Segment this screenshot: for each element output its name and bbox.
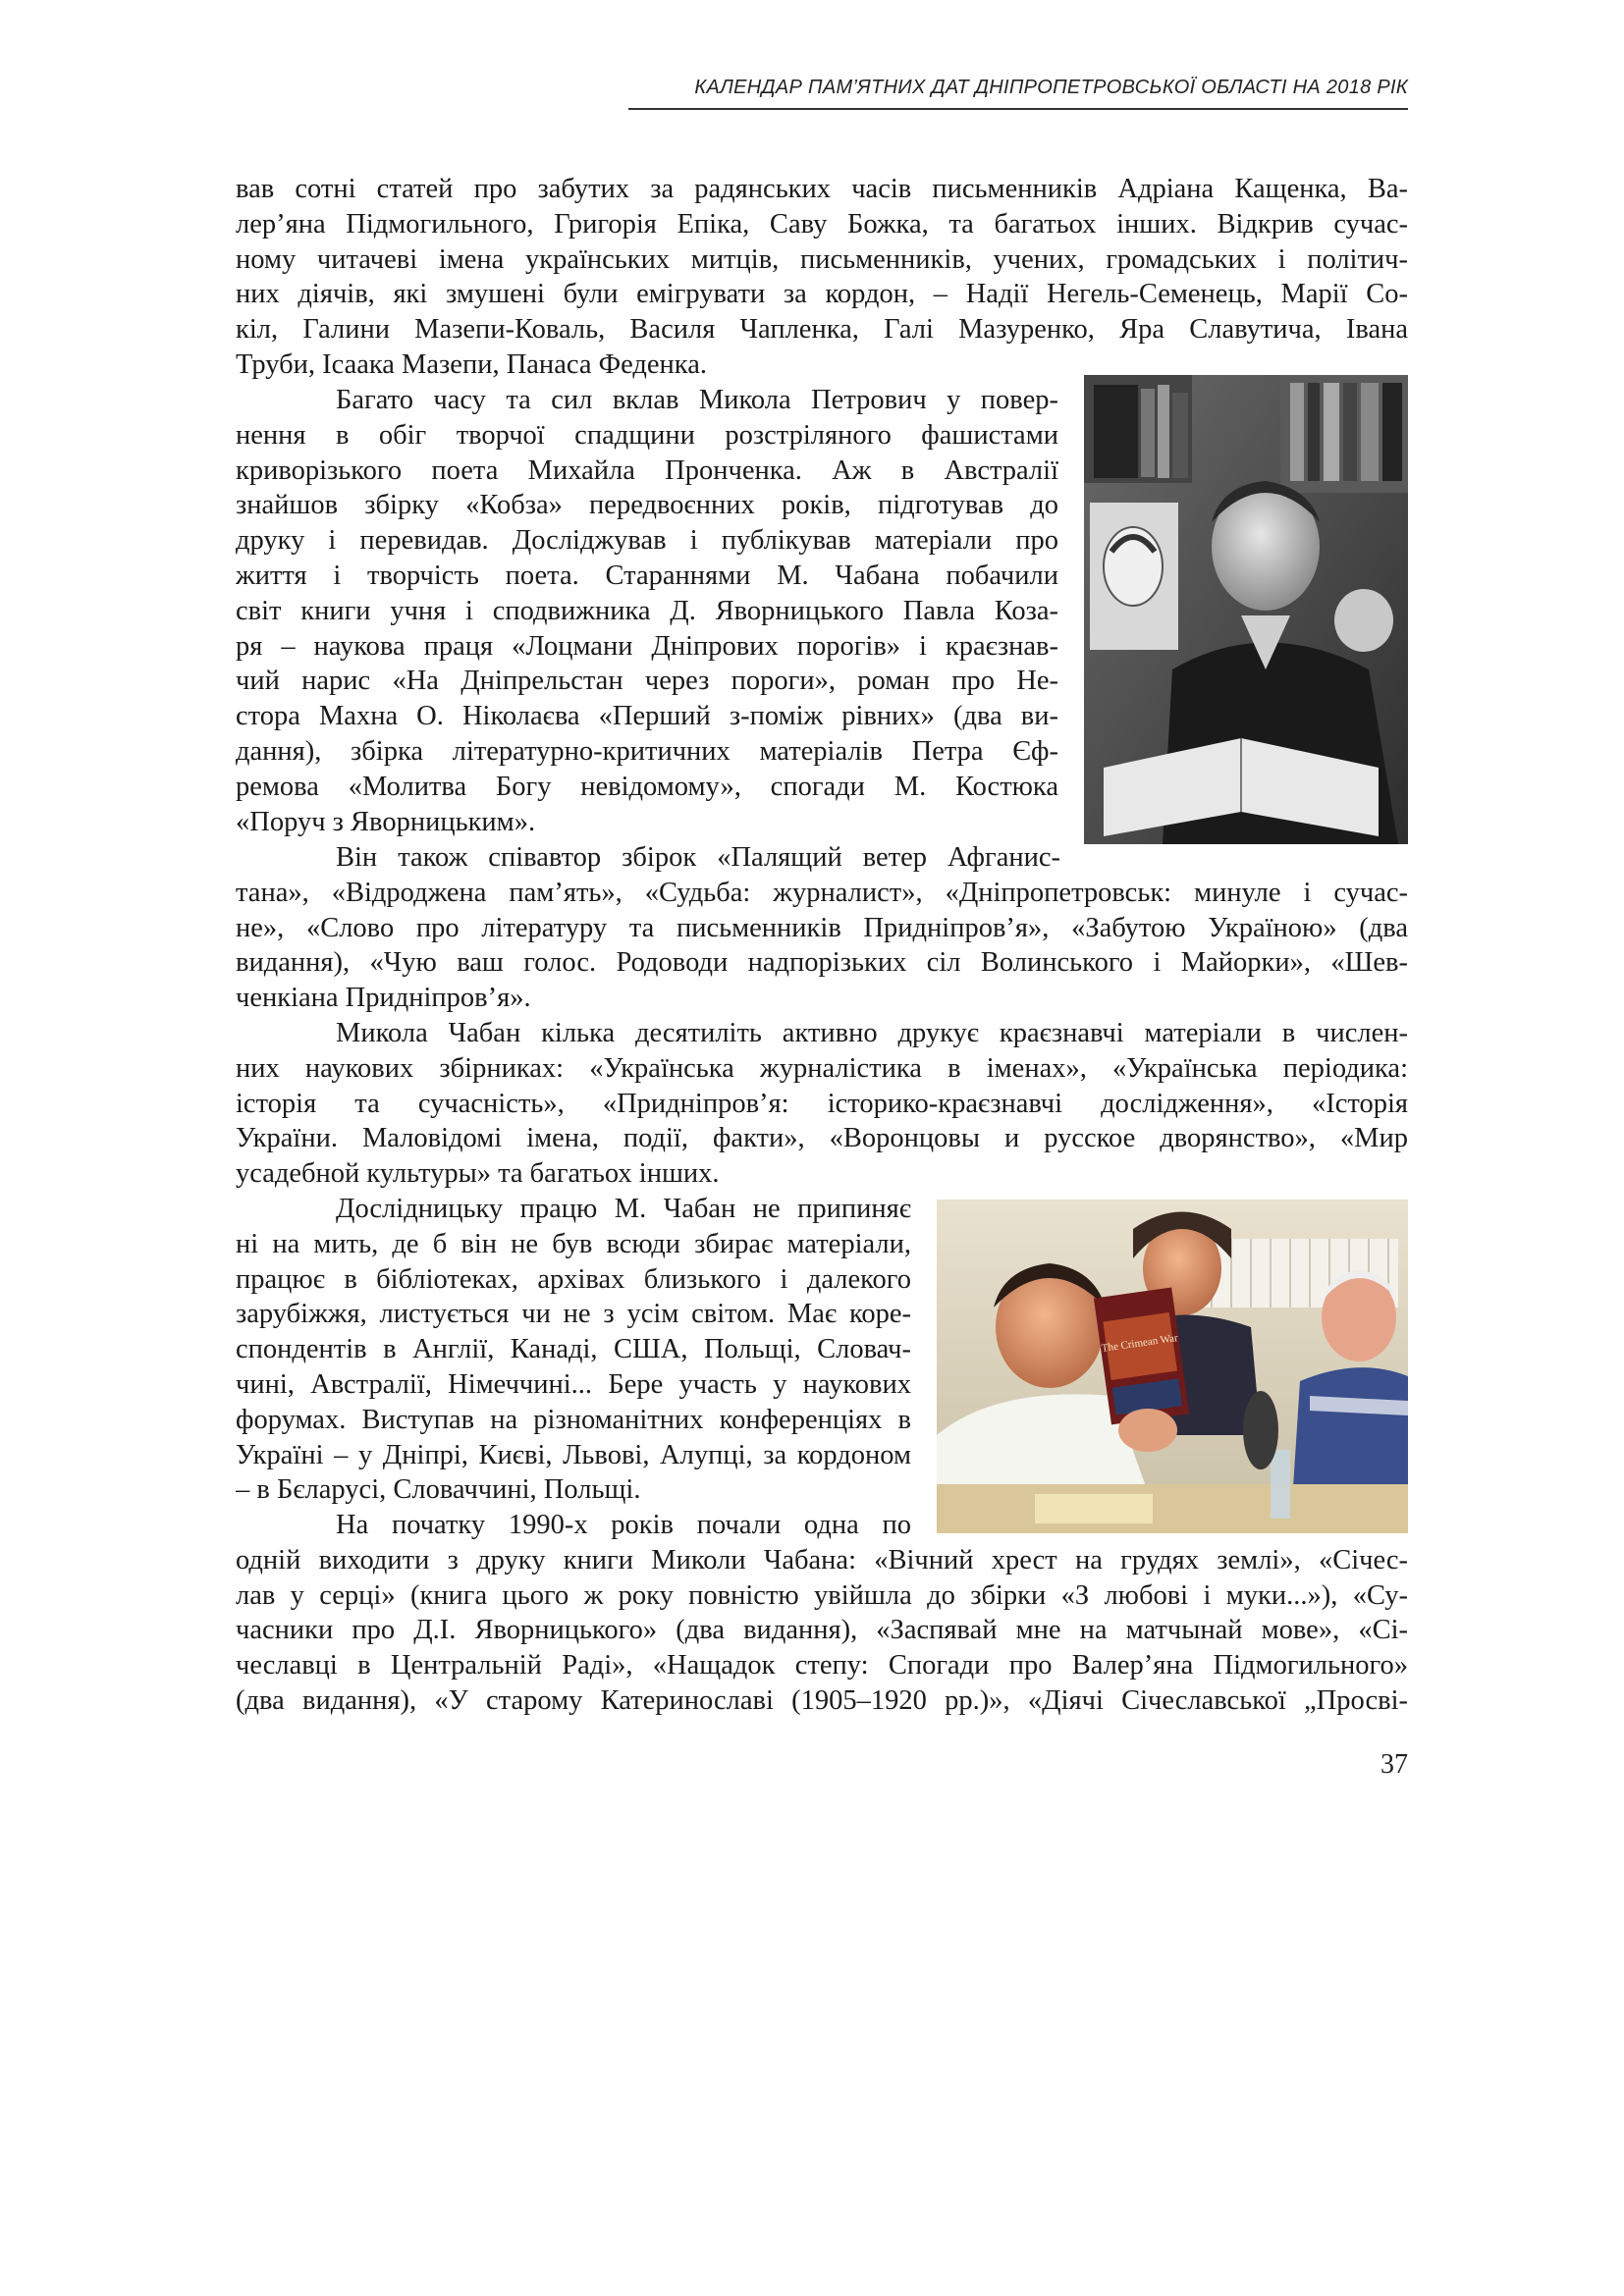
paragraph-1	[236, 172, 1408, 383]
text-line: Труби, Ісаака Мазепи, Панаса Феденка.	[236, 348, 707, 380]
text-line: лер’яна Підмогильного, Григорія Епіка, Саву Божка, та багатьох інших. Відкрив сучас-	[236, 208, 1408, 240]
text-line: чий нарис «На Дніпрельстан через пороги», роман про Не-	[236, 666, 1058, 697]
text-line: ченкіана Придніпров’я».	[236, 983, 531, 1014]
text-line: історія та сучасність», «Придніпров’я: історико-краєзнавчі дослідження», «Історія	[236, 1088, 1408, 1119]
text-line: ря – наукова праця «Лоцмани Дніпрових порогів» і краєзнав-	[236, 630, 1058, 662]
paragraph-4	[236, 1016, 1408, 1192]
text-line: не», «Слово про літературу та письменників Придніпров’я», «Забутою Україною» (два	[236, 912, 1408, 943]
paragraph-6	[236, 1508, 1408, 1719]
text-line: часники про Д.І. Яворницького» (два видання), «Заспявай мне на матчынай мове», «Сі-	[236, 1615, 1408, 1646]
portrait-photo-drawing	[1084, 375, 1408, 844]
page-number: 37	[1380, 1749, 1408, 1780]
text-line: форумах. Виступав на різноманітних конференціях в	[236, 1404, 911, 1435]
text-line: знайшов збірку «Кобза» передвоєнних років, підготував до	[236, 490, 1058, 521]
running-header: КАЛЕНДАР ПАМ’ЯТНИХ ДАТ ДНІПРОПЕТРОВСЬКОЇ ОБЛАСТІ НА 2018 РІК	[694, 77, 1408, 98]
text-line: життя і творчість поета. Стараннями М. Чабана побачили	[236, 560, 1058, 591]
portrait-photo	[1084, 375, 1408, 844]
text-line: (два видання), «У старому Катеринославі (1905–1920 рр.)», «Діячі Січеславської „Просві-	[236, 1684, 1408, 1716]
text-line: Дослідницьку працю М. Чабан не припиняє	[336, 1194, 911, 1224]
text-line: Багато часу та сил вклав Микола Петрович у повер-	[336, 385, 1058, 415]
text-line: вав сотні статей про забутих за радянських часів письменників Адріана Кащенка, Ва-	[236, 174, 1408, 204]
text-line: На початку 1990-х років почали одна по	[336, 1510, 911, 1540]
text-line: – в Бєларусі, Словаччині, Польщі.	[236, 1474, 641, 1506]
text-line: нення в обіг творчої спадщини розстріляного фашистами	[236, 419, 1058, 451]
text-line: одній виходити з друку книги Миколи Чабана: «Вічний хрест на грудях землі», «Січес-	[236, 1544, 1408, 1575]
text-line: чеславці в Центральній Раді», «Нащадок степу: Спогади про Валер’яна Підмогильного»	[236, 1650, 1408, 1682]
text-line: видання), «Чую ваш голос. Родоводи надпорізьких сіл Волинського і Майорки», «Шев-	[236, 947, 1408, 979]
header-rule	[628, 108, 1408, 110]
group-photo	[937, 1200, 1408, 1533]
text-line: чині, Австралії, Німеччині... Бере участь у наукових	[236, 1368, 911, 1400]
text-line: спондентів в Англії, Канаді, США, Польщі, Словач-	[236, 1334, 911, 1365]
paragraph-5	[236, 1192, 911, 1508]
text-line: них наукових збірниках: «Українська журналістика в іменах», «Українська періодика:	[236, 1052, 1408, 1084]
text-line: України. Маловідомі імена, події, факти», «Воронцовы и русское дворянство», «Мир	[236, 1123, 1408, 1154]
text-line: ному читачеві імена українських митців, письменників, учених, громадських і політич-	[236, 243, 1408, 275]
text-line: дання), збірка літературно-критичних матеріалів Петра Єф-	[236, 735, 1058, 767]
text-line: працює в бібліотеках, архівах близького і далекого	[236, 1263, 911, 1295]
text-line: стора Махна О. Ніколаєва «Перший з-поміж рівних» (два ви-	[236, 701, 1058, 732]
text-line: Україні – у Дніпрі, Києві, Львові, Алупці, за кордоном	[236, 1439, 911, 1470]
text-line: них діячів, які змушені були емігрувати за кордон, – Надії Негель-Семенець, Марії Со-	[236, 279, 1408, 310]
paragraph-3	[236, 840, 1408, 1016]
book-cover-title: The Crimean War	[1101, 1332, 1179, 1355]
text-line: лав у серці» (книга цього ж року повністю увійшла до збірки «З любові і муки...»), «Су-	[236, 1579, 1408, 1611]
text-line: Микола Чабан кілька десятиліть активно друкує краєзнавчі матеріали в числен-	[336, 1018, 1408, 1048]
text-line: «Поруч з Яворницьким».	[236, 806, 536, 837]
text-line: криворізького поета Михайла Пронченка. Аж в Австралії	[236, 454, 1058, 486]
paragraph-2	[236, 383, 1058, 839]
text-line: друку і перевидав. Досліджував і публікував матеріали про	[236, 525, 1058, 557]
text-line: Він також співавтор збірок «Палящий ветер Афганис-	[336, 842, 1060, 873]
text-line: ні на мить, де б він не був всюди збирає матеріали,	[236, 1228, 911, 1259]
text-line: зарубіжжя, листується чи не з усім світом. Має коре-	[236, 1299, 911, 1330]
text-line: ремова «Молитва Богу невідомому», спогади М. Костюка	[236, 771, 1058, 802]
text-line: усадебной культуры» та багатьох інших.	[236, 1158, 720, 1190]
text-line: світ книги учня і сподвижника Д. Яворницького Павла Коза-	[236, 595, 1058, 626]
text-line: кіл, Галини Мазепи-Коваль, Василя Чапленка, Галі Мазуренко, Яра Славутича, Івана	[236, 314, 1408, 346]
text-line: тана», «Відроджена пам’ять», «Судьба: журналист», «Дніпропетровськ: минуле і сучас-	[236, 877, 1408, 908]
group-photo-drawing	[937, 1200, 1408, 1533]
